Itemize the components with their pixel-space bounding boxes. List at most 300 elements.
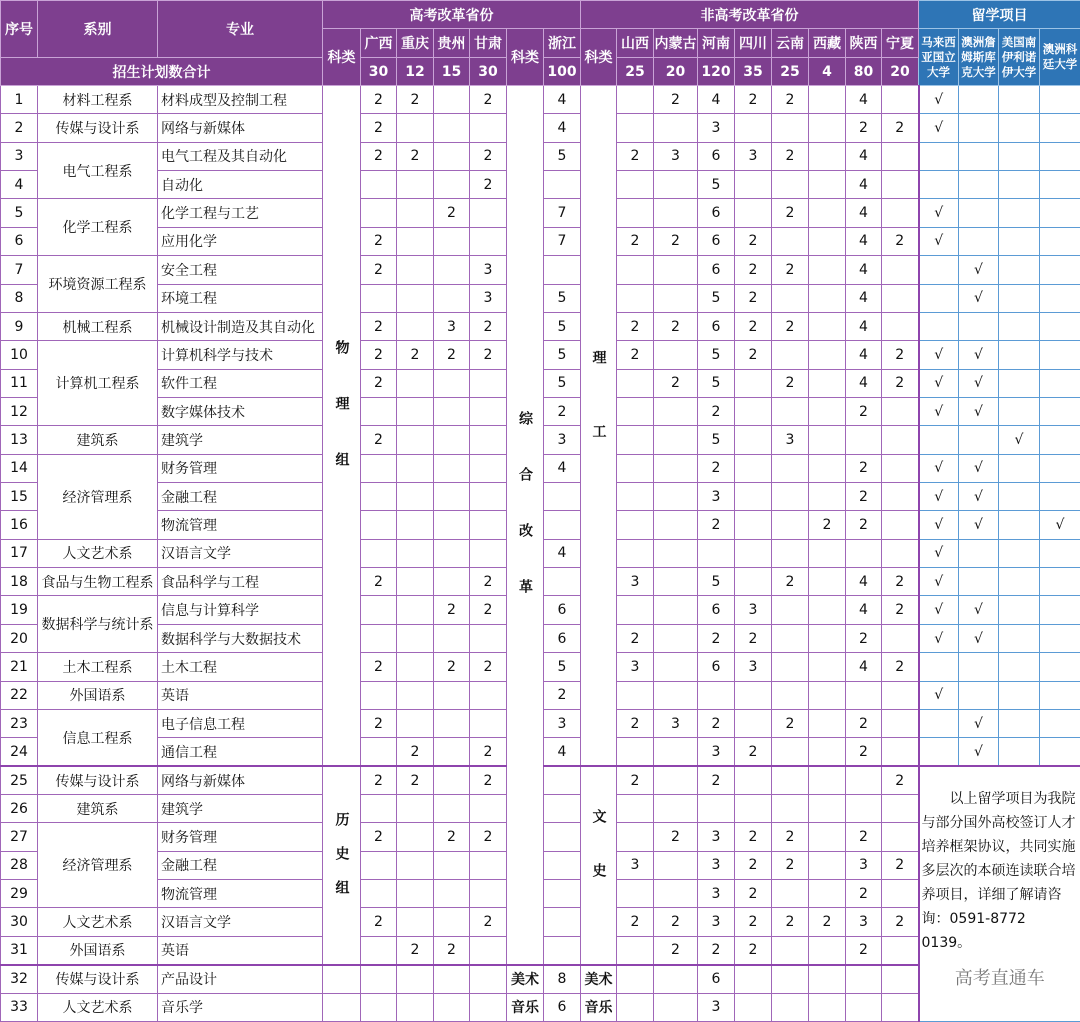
quota-云南: 2 bbox=[772, 312, 809, 340]
study-program-check bbox=[999, 142, 1040, 170]
study-program-check: √ bbox=[959, 483, 999, 511]
quota-内蒙古: 3 bbox=[654, 709, 698, 737]
quota-重庆 bbox=[397, 454, 434, 482]
quota-甘肃: 2 bbox=[470, 341, 507, 369]
quota-河南: 6 bbox=[698, 199, 735, 227]
major-cell: 英语 bbox=[158, 681, 323, 709]
quota-宁夏 bbox=[882, 483, 919, 511]
quota-陕西: 2 bbox=[846, 624, 882, 652]
quota-山西 bbox=[617, 397, 654, 425]
category-label: 综合改革 bbox=[515, 411, 535, 635]
quota-西藏 bbox=[809, 823, 846, 851]
quota-广西: 2 bbox=[361, 369, 397, 397]
quota-甘肃: 2 bbox=[470, 908, 507, 936]
quota-zhejiang bbox=[544, 483, 581, 511]
quota-宁夏 bbox=[882, 454, 919, 482]
header-province: 广西 bbox=[361, 29, 397, 58]
quota-河南: 6 bbox=[698, 256, 735, 284]
study-program-check bbox=[1040, 539, 1080, 567]
quota-重庆 bbox=[397, 199, 434, 227]
quota-甘肃: 3 bbox=[470, 284, 507, 312]
quota-四川 bbox=[735, 454, 772, 482]
quota-重庆 bbox=[397, 908, 434, 936]
quota-甘肃: 2 bbox=[470, 596, 507, 624]
quota-重庆 bbox=[397, 653, 434, 681]
table-header bbox=[1, 1, 1080, 86]
quota-甘肃 bbox=[470, 624, 507, 652]
quota-宁夏 bbox=[882, 993, 919, 1021]
study-program-check bbox=[959, 681, 999, 709]
quota-内蒙古 bbox=[654, 284, 698, 312]
quota-陕西: 4 bbox=[846, 369, 882, 397]
header-major: 专业 bbox=[158, 1, 323, 58]
header-province-total: 20 bbox=[654, 58, 698, 86]
department-cell: 计算机工程系 bbox=[38, 341, 158, 426]
major-cell: 网络与新媒体 bbox=[158, 766, 323, 794]
quota-广西 bbox=[361, 965, 397, 993]
header-province-total: 25 bbox=[617, 58, 654, 86]
quota-西藏 bbox=[809, 142, 846, 170]
header-province-total: 15 bbox=[434, 58, 470, 86]
quota-重庆 bbox=[397, 709, 434, 737]
study-program-check bbox=[959, 114, 999, 142]
quota-zhejiang bbox=[544, 936, 581, 964]
quota-甘肃: 3 bbox=[470, 256, 507, 284]
quota-四川 bbox=[735, 369, 772, 397]
quota-河南: 4 bbox=[698, 86, 735, 114]
quota-宁夏 bbox=[882, 539, 919, 567]
quota-山西 bbox=[617, 738, 654, 766]
quota-四川: 2 bbox=[735, 227, 772, 255]
quota-宁夏: 2 bbox=[882, 568, 919, 596]
quota-贵州 bbox=[434, 369, 470, 397]
quota-河南: 6 bbox=[698, 653, 735, 681]
quota-zhejiang: 5 bbox=[544, 341, 581, 369]
quota-重庆 bbox=[397, 256, 434, 284]
quota-山西 bbox=[617, 171, 654, 199]
study-program-check bbox=[1040, 596, 1080, 624]
quota-陕西: 4 bbox=[846, 568, 882, 596]
quota-甘肃 bbox=[470, 880, 507, 908]
header-category-zhejiang: 科类 bbox=[507, 29, 544, 86]
study-program-check bbox=[919, 171, 959, 199]
major-cell: 应用化学 bbox=[158, 227, 323, 255]
department-cell: 化学工程系 bbox=[38, 199, 158, 256]
quota-陕西 bbox=[846, 681, 882, 709]
quota-云南: 2 bbox=[772, 568, 809, 596]
study-program-check bbox=[1040, 397, 1080, 425]
row-number: 10 bbox=[1, 341, 38, 369]
study-program-check bbox=[959, 539, 999, 567]
quota-山西 bbox=[617, 681, 654, 709]
quota-陕西: 4 bbox=[846, 86, 882, 114]
quota-广西 bbox=[361, 880, 397, 908]
study-program-check bbox=[999, 227, 1040, 255]
quota-河南: 6 bbox=[698, 227, 735, 255]
quota-广西 bbox=[361, 171, 397, 199]
header-study-program: 美国南伊利诺伊大学 bbox=[999, 29, 1040, 86]
quota-云南 bbox=[772, 397, 809, 425]
study-program-check: √ bbox=[919, 86, 959, 114]
major-cell: 英语 bbox=[158, 936, 323, 964]
quota-西藏 bbox=[809, 171, 846, 199]
department-cell: 外国语系 bbox=[38, 936, 158, 964]
quota-山西 bbox=[617, 539, 654, 567]
quota-重庆 bbox=[397, 993, 434, 1021]
quota-贵州 bbox=[434, 738, 470, 766]
quota-广西: 2 bbox=[361, 86, 397, 114]
study-program-check: √ bbox=[959, 341, 999, 369]
quota-内蒙古 bbox=[654, 256, 698, 284]
quota-云南 bbox=[772, 936, 809, 964]
quota-陕西: 4 bbox=[846, 227, 882, 255]
quota-河南: 2 bbox=[698, 397, 735, 425]
quota-重庆 bbox=[397, 539, 434, 567]
quota-宁夏 bbox=[882, 936, 919, 964]
quota-内蒙古 bbox=[654, 568, 698, 596]
study-program-check bbox=[1040, 709, 1080, 737]
study-program-check: √ bbox=[999, 426, 1040, 454]
header-province-total: 35 bbox=[735, 58, 772, 86]
quota-山西: 3 bbox=[617, 851, 654, 879]
major-cell: 机械设计制造及其自动化 bbox=[158, 312, 323, 340]
header-category-nonreform: 科类 bbox=[581, 29, 617, 86]
quota-四川 bbox=[735, 794, 772, 822]
quota-河南: 2 bbox=[698, 936, 735, 964]
quota-重庆: 2 bbox=[397, 142, 434, 170]
quota-西藏 bbox=[809, 965, 846, 993]
quota-内蒙古: 2 bbox=[654, 312, 698, 340]
quota-宁夏 bbox=[882, 426, 919, 454]
quota-云南: 2 bbox=[772, 86, 809, 114]
quota-贵州 bbox=[434, 511, 470, 539]
quota-宁夏 bbox=[882, 86, 919, 114]
quota-甘肃 bbox=[470, 397, 507, 425]
quota-西藏 bbox=[809, 738, 846, 766]
quota-广西: 2 bbox=[361, 709, 397, 737]
quota-云南 bbox=[772, 171, 809, 199]
quota-河南: 2 bbox=[698, 511, 735, 539]
study-program-check: √ bbox=[959, 284, 999, 312]
quota-内蒙古 bbox=[654, 851, 698, 879]
quota-广西 bbox=[361, 794, 397, 822]
major-cell: 环境工程 bbox=[158, 284, 323, 312]
major-cell: 财务管理 bbox=[158, 823, 323, 851]
quota-西藏 bbox=[809, 114, 846, 142]
quota-四川 bbox=[735, 397, 772, 425]
quota-陕西: 2 bbox=[846, 823, 882, 851]
row-number: 1 bbox=[1, 86, 38, 114]
study-program-check bbox=[919, 426, 959, 454]
row-number: 33 bbox=[1, 993, 38, 1021]
department-cell: 环境资源工程系 bbox=[38, 256, 158, 313]
major-cell: 计算机科学与技术 bbox=[158, 341, 323, 369]
quota-四川 bbox=[735, 426, 772, 454]
quota-西藏 bbox=[809, 397, 846, 425]
header-study-abroad: 留学项目 bbox=[919, 1, 1080, 29]
quota-山西 bbox=[617, 823, 654, 851]
row-number: 27 bbox=[1, 823, 38, 851]
quota-西藏 bbox=[809, 426, 846, 454]
quota-四川 bbox=[735, 568, 772, 596]
study-program-check bbox=[1040, 86, 1080, 114]
quota-贵州 bbox=[434, 568, 470, 596]
row-number: 28 bbox=[1, 851, 38, 879]
header-province: 西藏 bbox=[809, 29, 846, 58]
quota-陕西 bbox=[846, 993, 882, 1021]
quota-西藏 bbox=[809, 341, 846, 369]
quota-河南: 5 bbox=[698, 341, 735, 369]
quota-山西: 2 bbox=[617, 709, 654, 737]
quota-甘肃 bbox=[470, 539, 507, 567]
department-cell: 信息工程系 bbox=[38, 709, 158, 766]
quota-内蒙古 bbox=[654, 341, 698, 369]
quota-山西 bbox=[617, 256, 654, 284]
quota-河南: 3 bbox=[698, 483, 735, 511]
quota-甘肃 bbox=[470, 511, 507, 539]
department-cell: 人文艺术系 bbox=[38, 908, 158, 936]
quota-zhejiang bbox=[544, 880, 581, 908]
quota-甘肃 bbox=[470, 936, 507, 964]
quota-山西 bbox=[617, 993, 654, 1021]
quota-贵州 bbox=[434, 397, 470, 425]
study-program-check: √ bbox=[919, 596, 959, 624]
quota-内蒙古: 2 bbox=[654, 936, 698, 964]
header-province: 甘肃 bbox=[470, 29, 507, 58]
quota-zhejiang: 4 bbox=[544, 738, 581, 766]
quota-西藏 bbox=[809, 86, 846, 114]
quota-宁夏 bbox=[882, 965, 919, 993]
study-program-check bbox=[1040, 256, 1080, 284]
department-cell: 外国语系 bbox=[38, 681, 158, 709]
quota-贵州 bbox=[434, 624, 470, 652]
category-label: 音乐 bbox=[511, 1000, 539, 1016]
major-cell: 信息与计算科学 bbox=[158, 596, 323, 624]
quota-重庆 bbox=[397, 369, 434, 397]
header-province-total: 80 bbox=[846, 58, 882, 86]
major-cell: 材料成型及控制工程 bbox=[158, 86, 323, 114]
quota-内蒙古 bbox=[654, 426, 698, 454]
quota-广西 bbox=[361, 511, 397, 539]
major-cell: 物流管理 bbox=[158, 880, 323, 908]
study-program-check bbox=[999, 709, 1040, 737]
quota-河南: 2 bbox=[698, 766, 735, 794]
quota-甘肃: 2 bbox=[470, 86, 507, 114]
category-cell bbox=[581, 965, 617, 993]
quota-内蒙古 bbox=[654, 681, 698, 709]
quota-四川: 3 bbox=[735, 142, 772, 170]
category-label: 音乐 bbox=[585, 1000, 613, 1016]
study-program-check bbox=[1040, 624, 1080, 652]
quota-甘肃: 2 bbox=[470, 653, 507, 681]
quota-广西: 2 bbox=[361, 227, 397, 255]
quota-贵州: 2 bbox=[434, 199, 470, 227]
quota-宁夏: 2 bbox=[882, 653, 919, 681]
quota-四川 bbox=[735, 199, 772, 227]
quota-内蒙古 bbox=[654, 483, 698, 511]
row-number: 21 bbox=[1, 653, 38, 681]
quota-陕西: 2 bbox=[846, 511, 882, 539]
quota-zhejiang bbox=[544, 171, 581, 199]
quota-广西 bbox=[361, 483, 397, 511]
study-program-check bbox=[999, 199, 1040, 227]
study-program-check bbox=[1040, 738, 1080, 766]
quota-重庆 bbox=[397, 880, 434, 908]
quota-河南: 3 bbox=[698, 114, 735, 142]
quota-重庆 bbox=[397, 426, 434, 454]
quota-西藏 bbox=[809, 568, 846, 596]
major-cell: 建筑学 bbox=[158, 426, 323, 454]
quota-宁夏 bbox=[882, 312, 919, 340]
quota-陕西: 3 bbox=[846, 851, 882, 879]
quota-四川 bbox=[735, 171, 772, 199]
quota-山西: 2 bbox=[617, 142, 654, 170]
quota-四川 bbox=[735, 511, 772, 539]
header-total-label: 招生计划数合计 bbox=[1, 58, 323, 86]
quota-西藏 bbox=[809, 596, 846, 624]
quota-zhejiang: 6 bbox=[544, 993, 581, 1021]
major-cell: 汉语言文学 bbox=[158, 908, 323, 936]
study-program-check bbox=[999, 312, 1040, 340]
header-category-reform: 科类 bbox=[323, 29, 361, 86]
quota-贵州: 2 bbox=[434, 936, 470, 964]
header-province-total: 120 bbox=[698, 58, 735, 86]
study-program-check bbox=[959, 426, 999, 454]
study-program-check: √ bbox=[919, 539, 959, 567]
quota-西藏 bbox=[809, 653, 846, 681]
quota-zhejiang: 7 bbox=[544, 199, 581, 227]
quota-贵州 bbox=[434, 426, 470, 454]
quota-内蒙古: 2 bbox=[654, 823, 698, 851]
quota-西藏 bbox=[809, 624, 846, 652]
header-study-program: 澳洲科廷大学 bbox=[1040, 29, 1080, 86]
quota-四川: 2 bbox=[735, 880, 772, 908]
quota-山西: 3 bbox=[617, 568, 654, 596]
quota-贵州 bbox=[434, 965, 470, 993]
quota-云南 bbox=[772, 511, 809, 539]
quota-甘肃 bbox=[470, 794, 507, 822]
quota-河南: 2 bbox=[698, 624, 735, 652]
study-program-check: √ bbox=[959, 511, 999, 539]
quota-贵州: 3 bbox=[434, 312, 470, 340]
quota-内蒙古 bbox=[654, 454, 698, 482]
quota-河南: 6 bbox=[698, 312, 735, 340]
quota-重庆 bbox=[397, 681, 434, 709]
quota-宁夏: 2 bbox=[882, 908, 919, 936]
quota-zhejiang bbox=[544, 766, 581, 794]
quota-zhejiang: 3 bbox=[544, 426, 581, 454]
study-program-check: √ bbox=[919, 114, 959, 142]
quota-四川: 3 bbox=[735, 653, 772, 681]
quota-重庆: 2 bbox=[397, 936, 434, 964]
quota-内蒙古: 3 bbox=[654, 142, 698, 170]
quota-河南: 5 bbox=[698, 426, 735, 454]
quota-内蒙古 bbox=[654, 965, 698, 993]
quota-广西 bbox=[361, 993, 397, 1021]
study-program-check: √ bbox=[919, 568, 959, 596]
quota-陕西: 2 bbox=[846, 454, 882, 482]
quota-山西: 2 bbox=[617, 312, 654, 340]
study-program-check bbox=[1040, 284, 1080, 312]
study-program-check bbox=[999, 369, 1040, 397]
study-program-check bbox=[959, 171, 999, 199]
quota-贵州 bbox=[434, 993, 470, 1021]
quota-内蒙古 bbox=[654, 397, 698, 425]
study-program-check bbox=[999, 624, 1040, 652]
study-program-check bbox=[1040, 171, 1080, 199]
category-cell bbox=[323, 766, 361, 965]
quota-云南 bbox=[772, 114, 809, 142]
study-program-check bbox=[999, 171, 1040, 199]
quota-广西: 2 bbox=[361, 823, 397, 851]
category-label: 文史 bbox=[589, 809, 609, 917]
quota-广西 bbox=[361, 596, 397, 624]
quota-宁夏 bbox=[882, 397, 919, 425]
quota-四川 bbox=[735, 539, 772, 567]
quota-山西 bbox=[617, 114, 654, 142]
quota-广西: 2 bbox=[361, 568, 397, 596]
study-note bbox=[919, 766, 1080, 1021]
quota-云南 bbox=[772, 596, 809, 624]
quota-云南: 2 bbox=[772, 369, 809, 397]
study-program-check bbox=[1040, 454, 1080, 482]
study-program-check: √ bbox=[959, 738, 999, 766]
study-program-check bbox=[999, 681, 1040, 709]
department-cell: 建筑系 bbox=[38, 426, 158, 454]
quota-云南 bbox=[772, 794, 809, 822]
quota-甘肃 bbox=[470, 681, 507, 709]
study-program-check: √ bbox=[959, 369, 999, 397]
quota-甘肃 bbox=[470, 199, 507, 227]
quota-重庆 bbox=[397, 823, 434, 851]
quota-四川 bbox=[735, 965, 772, 993]
header-nonreform-provinces: 非高考改革省份 bbox=[581, 1, 919, 29]
row-number: 22 bbox=[1, 681, 38, 709]
study-program-check bbox=[1040, 568, 1080, 596]
study-program-check bbox=[959, 227, 999, 255]
study-program-check bbox=[1040, 483, 1080, 511]
quota-内蒙古 bbox=[654, 539, 698, 567]
quota-四川: 2 bbox=[735, 341, 772, 369]
study-program-check bbox=[1040, 114, 1080, 142]
quota-陕西: 2 bbox=[846, 738, 882, 766]
category-cell bbox=[507, 86, 544, 965]
quota-内蒙古 bbox=[654, 171, 698, 199]
quota-陕西: 4 bbox=[846, 596, 882, 624]
quota-河南 bbox=[698, 794, 735, 822]
department-cell: 人文艺术系 bbox=[38, 539, 158, 567]
quota-贵州 bbox=[434, 483, 470, 511]
study-program-check: √ bbox=[919, 511, 959, 539]
category-label: 物理组 bbox=[332, 340, 352, 508]
quota-zhejiang: 5 bbox=[544, 653, 581, 681]
quota-内蒙古: 2 bbox=[654, 227, 698, 255]
quota-河南: 5 bbox=[698, 568, 735, 596]
study-program-check: √ bbox=[1040, 511, 1080, 539]
study-program-check: √ bbox=[919, 227, 959, 255]
quota-四川: 2 bbox=[735, 936, 772, 964]
quota-山西 bbox=[617, 483, 654, 511]
quota-甘肃: 2 bbox=[470, 738, 507, 766]
quota-广西: 2 bbox=[361, 908, 397, 936]
quota-山西: 3 bbox=[617, 653, 654, 681]
quota-陕西: 2 bbox=[846, 114, 882, 142]
quota-贵州 bbox=[434, 880, 470, 908]
study-program-check bbox=[919, 738, 959, 766]
quota-贵州 bbox=[434, 709, 470, 737]
study-program-check bbox=[959, 142, 999, 170]
study-program-check bbox=[999, 483, 1040, 511]
